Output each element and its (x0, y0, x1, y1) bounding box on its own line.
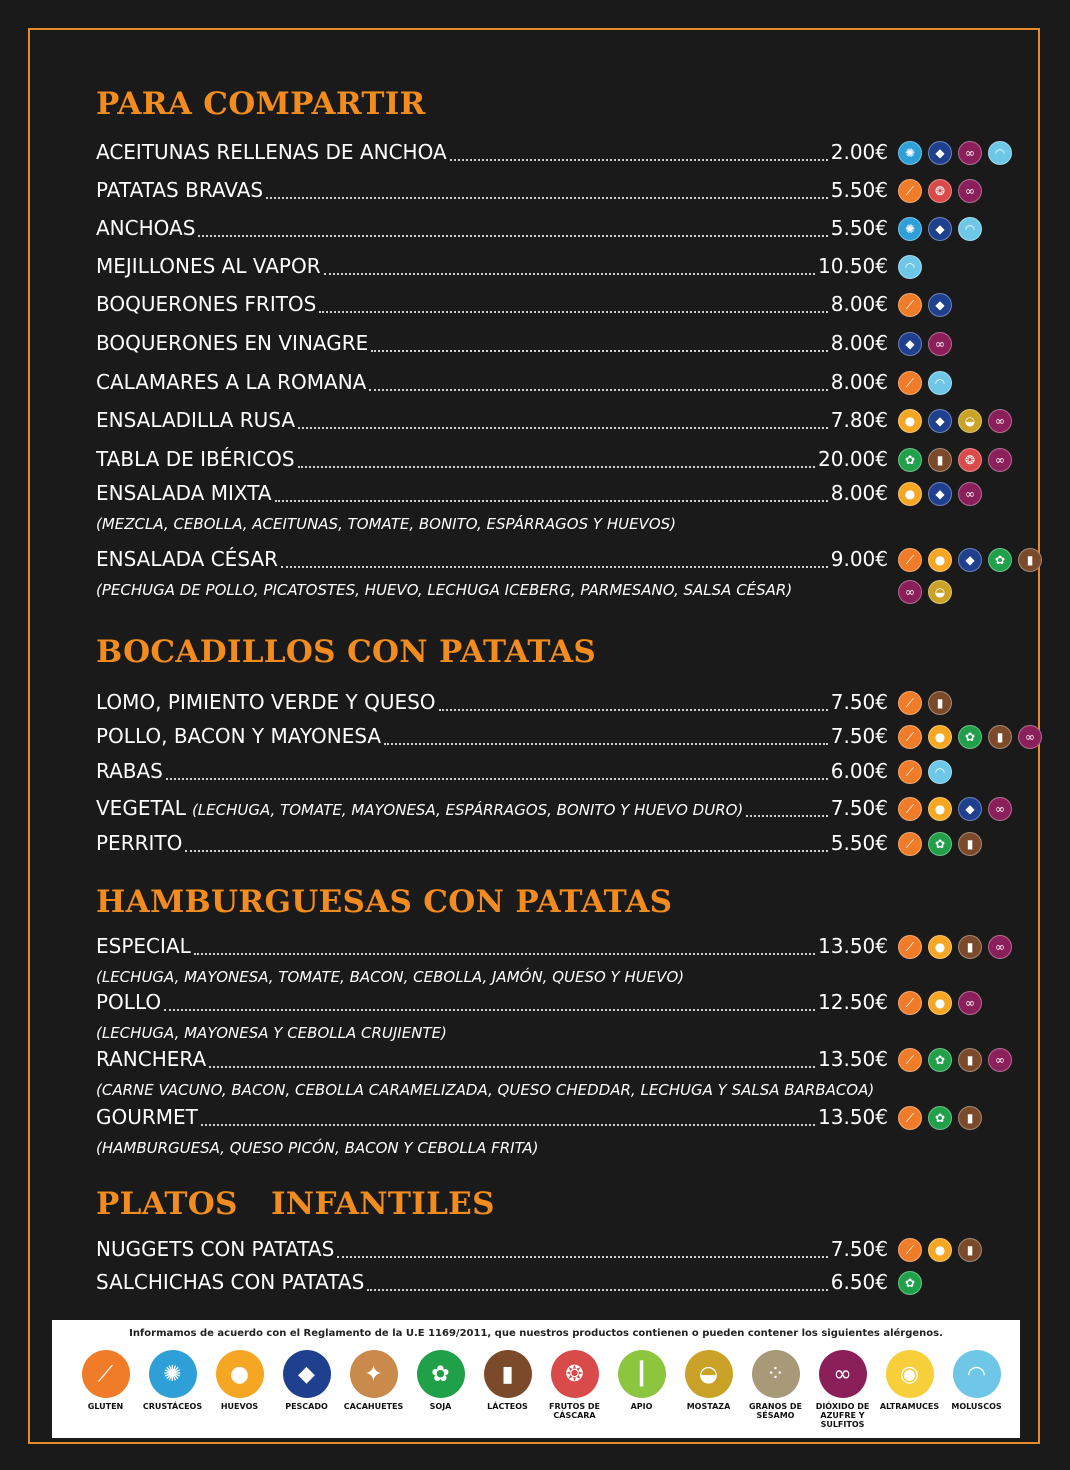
item-price: 10.50€ (818, 254, 888, 278)
item-price: 9.00€ (830, 547, 888, 571)
item-description: (CARNE VACUNO, BACON, CEBOLLA CARAMELIZADA, QUESO CHEDDAR, LECHUGA Y SALSA BARBACOA) (96, 1081, 875, 1099)
menu-item-line (96, 447, 888, 475)
item-price: 12.50€ (818, 990, 888, 1014)
pescado-allergen-icon: ◆ (928, 293, 952, 317)
gluten-allergen-icon: ⟋ (898, 179, 922, 203)
menu-item-line (96, 831, 888, 859)
item-name: CALAMARES A LA ROMANA (96, 370, 367, 394)
item-name: PERRITO (96, 831, 183, 855)
huevos-allergen-icon: ● (928, 935, 952, 959)
huevos-allergen-icon: ● (928, 548, 952, 572)
menu-item (96, 990, 1026, 1018)
menu-item (96, 1047, 1026, 1075)
huevos-allergen-icon: ● (928, 797, 952, 821)
item-name: ACEITUNAS RELLENAS DE ANCHOA (96, 140, 447, 164)
menu-item (96, 447, 1026, 475)
item-price: 5.50€ (830, 178, 888, 202)
allergen-icons (898, 580, 952, 604)
allergen-icons (898, 832, 982, 856)
soja-allergen-icon: ✿ (898, 448, 922, 472)
item-price: 13.50€ (818, 1105, 888, 1129)
pescado-allergen-icon: ◆ (928, 482, 952, 506)
lacteos-allergen-icon: ▮ (928, 448, 952, 472)
soja-icon: ✿ (417, 1350, 465, 1398)
dot-leader (198, 235, 827, 237)
item-name: ENSALADA CÉSAR (96, 547, 278, 571)
crustaceos-allergen-icon: ✺ (898, 217, 922, 241)
item-price: 5.50€ (830, 831, 888, 855)
allergen-icons (898, 1048, 1012, 1072)
moluscos-allergen-icon: ◠ (928, 371, 952, 395)
allergen-icons (898, 141, 1012, 165)
menu-item (96, 690, 1026, 718)
menu-item-line (96, 140, 888, 168)
menu-item (96, 1237, 1026, 1265)
sulfitos-allergen-icon: ∞ (898, 580, 922, 604)
item-name: SALCHICHAS CON PATATAS (96, 1270, 365, 1294)
dot-leader (194, 953, 815, 955)
menu-item (96, 1105, 1026, 1133)
allergen-icons (898, 935, 1012, 959)
pescado-allergen-icon: ◆ (958, 548, 982, 572)
crustaceos-allergen-icon: ✺ (898, 141, 922, 165)
lacteos-allergen-icon: ▮ (958, 832, 982, 856)
item-name: NUGGETS CON PATATAS (96, 1237, 335, 1261)
legend-label: GRANOS DE SÉSAMO (748, 1402, 803, 1420)
huevos-allergen-icon: ● (928, 991, 952, 1015)
item-price: 7.50€ (830, 724, 888, 748)
lacteos-allergen-icon: ▮ (958, 1238, 982, 1262)
legend-item-mostaza (675, 1350, 742, 1429)
legend-item-huevos (206, 1350, 273, 1429)
sulfitos-allergen-icon: ∞ (958, 141, 982, 165)
menu-item-line (96, 1105, 888, 1133)
gluten-allergen-icon: ⟋ (898, 991, 922, 1015)
dot-leader (298, 466, 815, 468)
lacteos-allergen-icon: ▮ (958, 1106, 982, 1130)
menu-item (96, 216, 1026, 244)
item-price: 7.50€ (830, 796, 888, 820)
allergen-icons (898, 255, 922, 279)
item-name: ESPECIAL (96, 934, 191, 958)
item-price: 8.00€ (830, 481, 888, 505)
legend-label: ALTRAMUCES (879, 1402, 940, 1411)
item-description: (MEZCLA, CEBOLLA, ACEITUNAS, TOMATE, BONITO, ESPÁRRAGOS Y HUEVOS) (96, 515, 676, 533)
legend-label: MOLUSCOS (951, 1402, 1002, 1411)
allergen-icons (898, 482, 982, 506)
sulfitos-allergen-icon: ∞ (928, 332, 952, 356)
pescado-allergen-icon: ◆ (958, 797, 982, 821)
sulfitos-allergen-icon: ∞ (1018, 725, 1042, 749)
dot-leader (324, 273, 815, 275)
menu-item-line (96, 370, 888, 398)
allergen-icons (898, 548, 1042, 572)
item-price: 8.00€ (830, 331, 888, 355)
item-description: (LECHUGA, MAYONESA Y CEBOLLA CRUJIENTE) (96, 1024, 447, 1042)
pescado-allergen-icon: ◆ (898, 332, 922, 356)
lacteos-icon: ▮ (484, 1350, 532, 1398)
allergen-icons (898, 448, 1012, 472)
allergen-icons (898, 409, 1012, 433)
dot-leader (384, 743, 828, 745)
menu-item-line (96, 1047, 888, 1075)
menu-item (96, 796, 1026, 824)
menu-item (96, 547, 1034, 575)
moluscos-allergen-icon: ◠ (898, 255, 922, 279)
legend-label: FRUTOS DE CÁSCARA (548, 1402, 601, 1420)
moluscos-allergen-icon: ◠ (988, 141, 1012, 165)
pescado-allergen-icon: ◆ (928, 217, 952, 241)
allergen-icons (898, 725, 1042, 749)
item-name: BOQUERONES EN VINAGRE (96, 331, 369, 355)
item-name: RANCHERA (96, 1047, 207, 1071)
allergen-icons (898, 1106, 982, 1130)
item-price: 6.00€ (830, 759, 888, 783)
gluten-allergen-icon: ⟋ (898, 1238, 922, 1262)
allergen-icons (898, 179, 982, 203)
legend-label: PESCADO (285, 1402, 328, 1411)
menu-item-line (96, 292, 888, 320)
gluten-allergen-icon: ⟋ (898, 760, 922, 784)
legend-item-frutos (541, 1350, 608, 1429)
item-price: 20.00€ (818, 447, 888, 471)
menu-item-line (96, 690, 888, 718)
huevos-icon: ● (216, 1350, 264, 1398)
dot-leader (367, 1289, 827, 1291)
menu-item-line (96, 759, 888, 787)
legend-row (72, 1350, 1010, 1429)
menu-item-line (96, 934, 888, 962)
gluten-allergen-icon: ⟋ (898, 1106, 922, 1130)
menu-item-line (96, 1270, 888, 1298)
dot-leader (275, 500, 828, 502)
legend-label: HUEVOS (220, 1402, 259, 1411)
crustaceos-icon: ✺ (149, 1350, 197, 1398)
item-name: PATATAS BRAVAS (96, 178, 264, 202)
dot-leader (746, 815, 827, 817)
menu-item-line (96, 254, 888, 282)
mostaza-allergen-icon: ◒ (958, 409, 982, 433)
moluscos-icon: ◠ (953, 1350, 1001, 1398)
mostaza-allergen-icon: ◒ (928, 580, 952, 604)
legend-note: Informamos de acuerdo con el Reglamento de la U.E 1169/2011, que nuestros productos contienen o pueden contener los siguientes alérgenos. (129, 1328, 943, 1339)
menu-item (96, 178, 1026, 206)
item-price: 7.80€ (830, 408, 888, 432)
menu-item-line (96, 1237, 888, 1265)
menu-item-line (96, 796, 888, 824)
allergen-icons (898, 371, 952, 395)
gluten-allergen-icon: ⟋ (898, 935, 922, 959)
sulfitos-allergen-icon: ∞ (958, 179, 982, 203)
item-description: (LECHUGA, TOMATE, MAYONESA, ESPÁRRAGOS, BONITO Y HUEVO DURO) (191, 801, 744, 819)
legend-label: APIO (630, 1402, 653, 1411)
allergen-legend (52, 1320, 1020, 1438)
section-title: PLATOS INFANTILES (96, 1186, 495, 1222)
legend-label: LÁCTEOS (487, 1402, 528, 1411)
item-name: ENSALADILLA RUSA (96, 408, 295, 432)
legend-item-pescado (273, 1350, 340, 1429)
legend-item-cacahuetes (340, 1350, 407, 1429)
legend-item-apio (608, 1350, 675, 1429)
item-name: POLLO, BACON Y MAYONESA (96, 724, 382, 748)
lacteos-allergen-icon: ▮ (958, 1048, 982, 1072)
item-name: POLLO (96, 990, 162, 1014)
dot-leader (164, 1009, 815, 1011)
pescado-icon: ◆ (283, 1350, 331, 1398)
moluscos-allergen-icon: ◠ (928, 760, 952, 784)
gluten-allergen-icon: ⟋ (898, 293, 922, 317)
dot-leader (281, 566, 828, 568)
sulfitos-icon: ∞ (819, 1350, 867, 1398)
item-name: RABAS (96, 759, 163, 783)
menu-item (96, 140, 1026, 168)
item-name: GOURMET (96, 1105, 198, 1129)
allergen-icons (898, 760, 952, 784)
soja-allergen-icon: ✿ (898, 1271, 922, 1295)
legend-label: CRUSTÁCEOS (142, 1402, 203, 1411)
allergen-icons (898, 797, 1012, 821)
dot-leader (266, 197, 828, 199)
cacahuetes-icon: ✦ (350, 1350, 398, 1398)
soja-allergen-icon: ✿ (928, 1106, 952, 1130)
gluten-allergen-icon: ⟋ (898, 371, 922, 395)
allergen-icons (898, 691, 952, 715)
section-title: PARA COMPARTIR (96, 86, 426, 122)
menu-item-line (96, 331, 888, 359)
lacteos-allergen-icon: ▮ (928, 691, 952, 715)
item-price: 8.00€ (830, 292, 888, 316)
allergen-icons (898, 332, 952, 356)
menu-item (96, 331, 1026, 359)
sesamo-icon: ⁘ (752, 1350, 800, 1398)
soja-allergen-icon: ✿ (958, 725, 982, 749)
legend-item-crustaceos (139, 1350, 206, 1429)
menu-item (96, 724, 1035, 752)
item-name: ANCHOAS (96, 216, 196, 240)
legend-label: SOJA (429, 1402, 452, 1411)
dot-leader (185, 850, 827, 852)
item-price: 7.50€ (830, 1237, 888, 1261)
legend-label: DIÓXIDO DE AZUFRE Y SULFITOS (815, 1402, 870, 1429)
gluten-allergen-icon: ⟋ (898, 832, 922, 856)
sulfitos-allergen-icon: ∞ (988, 409, 1012, 433)
frutos-icon: ❂ (551, 1350, 599, 1398)
item-description: (PECHUGA DE POLLO, PICATOSTES, HUEVO, LECHUGA ICEBERG, PARMESANO, SALSA CÉSAR) (96, 581, 793, 599)
dot-leader (371, 350, 827, 352)
allergen-icons (898, 991, 982, 1015)
item-name: VEGETAL (96, 796, 186, 820)
item-name: TABLA DE IBÉRICOS (96, 447, 295, 471)
menu-item-line (96, 481, 888, 509)
legend-item-lacteos (474, 1350, 541, 1429)
frutos-allergen-icon: ❂ (958, 448, 982, 472)
allergen-icons (898, 1238, 982, 1262)
mostaza-icon: ◒ (685, 1350, 733, 1398)
legend-item-gluten (72, 1350, 139, 1429)
legend-label: CACAHUETES (343, 1402, 404, 1411)
pescado-allergen-icon: ◆ (928, 409, 952, 433)
huevos-allergen-icon: ● (928, 725, 952, 749)
lacteos-allergen-icon: ▮ (1018, 548, 1042, 572)
allergen-icons (898, 217, 982, 241)
menu-item-line (96, 724, 888, 752)
menu-item-line (96, 990, 888, 1018)
moluscos-allergen-icon: ◠ (958, 217, 982, 241)
dot-leader (166, 778, 828, 780)
section-title: HAMBURGUESAS CON PATATAS (96, 884, 673, 920)
sulfitos-allergen-icon: ∞ (958, 991, 982, 1015)
dot-leader (450, 159, 828, 161)
gluten-icon: ⟋ (82, 1350, 130, 1398)
legend-label: MOSTAZA (686, 1402, 731, 1411)
lacteos-allergen-icon: ▮ (988, 725, 1012, 749)
apio-icon: ┃ (618, 1350, 666, 1398)
dot-leader (337, 1256, 827, 1258)
dot-leader (319, 311, 827, 313)
menu-item (96, 1270, 1026, 1298)
item-name: BOQUERONES FRITOS (96, 292, 317, 316)
menu-item (96, 292, 1026, 320)
menu-item (96, 934, 1026, 962)
frutos-allergen-icon: ❂ (928, 179, 952, 203)
item-name: LOMO, PIMIENTO VERDE Y QUESO (96, 690, 436, 714)
gluten-allergen-icon: ⟋ (898, 725, 922, 749)
gluten-allergen-icon: ⟋ (898, 1048, 922, 1072)
item-price: 7.50€ (830, 690, 888, 714)
menu-item-line (96, 178, 888, 206)
pescado-allergen-icon: ◆ (928, 141, 952, 165)
huevos-allergen-icon: ● (898, 482, 922, 506)
soja-allergen-icon: ✿ (988, 548, 1012, 572)
legend-item-moluscos (943, 1350, 1010, 1429)
huevos-allergen-icon: ● (928, 1238, 952, 1262)
sulfitos-allergen-icon: ∞ (988, 1048, 1012, 1072)
legend-item-sulfitos (809, 1350, 876, 1429)
menu-item-line (96, 408, 888, 436)
legend-item-sesamo (742, 1350, 809, 1429)
allergen-icons (898, 1271, 922, 1295)
soja-allergen-icon: ✿ (928, 832, 952, 856)
soja-allergen-icon: ✿ (928, 1048, 952, 1072)
sulfitos-allergen-icon: ∞ (958, 482, 982, 506)
legend-item-soja (407, 1350, 474, 1429)
item-price: 8.00€ (830, 370, 888, 394)
lacteos-allergen-icon: ▮ (958, 935, 982, 959)
legend-label: GLUTEN (87, 1402, 124, 1411)
item-price: 6.50€ (830, 1270, 888, 1294)
sulfitos-allergen-icon: ∞ (988, 448, 1012, 472)
legend-item-altramuces (876, 1350, 943, 1429)
menu-item (96, 831, 1026, 859)
gluten-allergen-icon: ⟋ (898, 691, 922, 715)
item-price: 13.50€ (818, 1047, 888, 1071)
dot-leader (439, 709, 828, 711)
item-name: MEJILLONES AL VAPOR (96, 254, 321, 278)
item-description: (LECHUGA, MAYONESA, TOMATE, BACON, CEBOLLA, JAMÓN, QUESO Y HUEVO) (96, 968, 685, 986)
dot-leader (209, 1066, 815, 1068)
sulfitos-allergen-icon: ∞ (988, 797, 1012, 821)
item-description: (HAMBURGUESA, QUESO PICÓN, BACON Y CEBOLLA FRITA) (96, 1139, 539, 1157)
dot-leader (201, 1124, 815, 1126)
menu-item (96, 254, 1026, 282)
gluten-allergen-icon: ⟋ (898, 797, 922, 821)
allergen-icons (898, 293, 952, 317)
item-price: 2.00€ (830, 140, 888, 164)
gluten-allergen-icon: ⟋ (898, 548, 922, 572)
menu-item (96, 759, 1026, 787)
huevos-allergen-icon: ● (898, 409, 922, 433)
altramuces-icon: ◉ (886, 1350, 934, 1398)
menu-item (96, 408, 1026, 436)
dot-leader (298, 427, 828, 429)
menu-item-line (96, 547, 888, 575)
sulfitos-allergen-icon: ∞ (988, 935, 1012, 959)
item-name: ENSALADA MIXTA (96, 481, 272, 505)
section-title: BOCADILLOS CON PATATAS (96, 634, 597, 670)
menu-item (96, 370, 1026, 398)
item-price: 5.50€ (830, 216, 888, 240)
item-price: 13.50€ (818, 934, 888, 958)
menu-item-line (96, 216, 888, 244)
dot-leader (369, 389, 827, 391)
menu-item (96, 481, 1026, 509)
